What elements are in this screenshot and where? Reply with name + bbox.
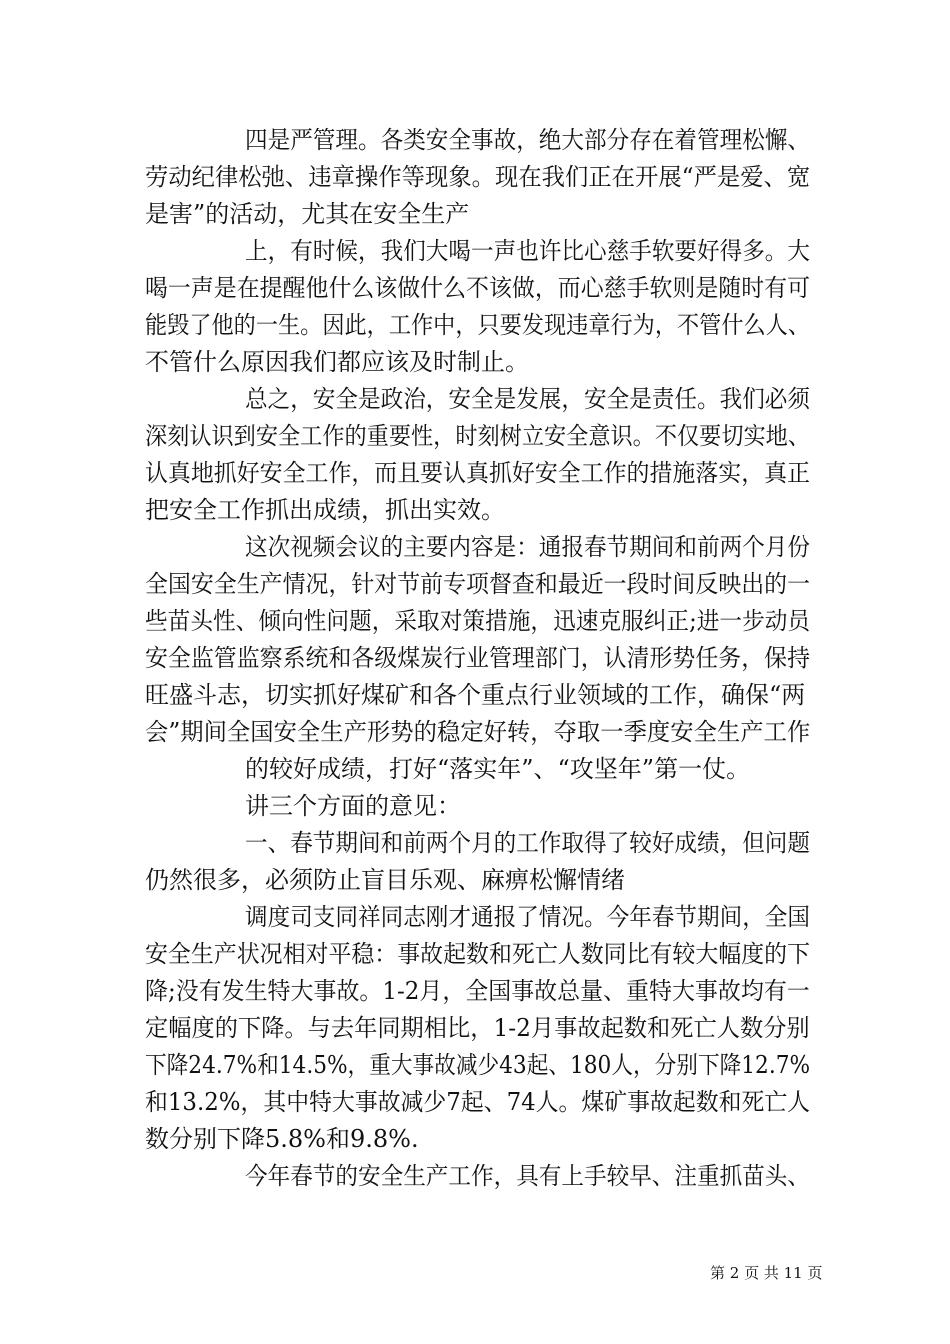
text-line: 今年春节的安全生产工作，具有上手较早、注重抓苗头、 bbox=[245, 1162, 810, 1190]
text-line: 不管什么原因我们都应该及时制止。 bbox=[145, 348, 529, 376]
text-line: 深刻认识到安全工作的重要性，时刻树立安全意识。不仅要切实地、 bbox=[145, 422, 810, 450]
text-line: 些苗头性、倾向性问题，采取对策措施，迅速克服纠正;进一步动员 bbox=[145, 607, 811, 635]
text-line: 和13.2%，其中特大事故减少7起、74人。煤矿事故起数和死亡人 bbox=[145, 1088, 811, 1116]
section-heading: 仍然很多，必须防止盲目乐观、麻痹松懈情绪 bbox=[145, 866, 625, 894]
text-line: 讲三个方面的意见： bbox=[245, 792, 461, 820]
text-line: 的较好成绩，打好“落实年”、“攻坚年”第一仗。 bbox=[245, 755, 751, 783]
text-line: 四是严管理。各类安全事故，绝大部分存在着管理松懈、 bbox=[245, 126, 810, 154]
text-line: 下降24.7%和14.5%，重大事故减少43起、180人，分别下降12.7% bbox=[145, 1051, 811, 1079]
text-line: 降;没有发生特大事故。1-2月，全国事故总量、重特大事故均有一 bbox=[145, 977, 810, 1005]
text-line: 是害”的活动，尤其在安全生产 bbox=[145, 200, 470, 228]
text-line: 调度司支同祥同志刚才通报了情况。今年春节期间，全国 bbox=[245, 903, 810, 931]
text-line: 全国安全生产情况，针对节前专项督查和最近一段时间反映出的一 bbox=[145, 570, 810, 598]
text-line: 认真地抓好安全工作，而且要认真抓好安全工作的措施落实，真正 bbox=[145, 459, 810, 487]
text-line: 上，有时候，我们大喝一声也许比心慈手软要好得多。大 bbox=[245, 237, 810, 265]
text-line: 喝一声是在提醒他什么该做什么不该做，而心慈手软则是随时有可 bbox=[145, 274, 810, 302]
text-line: 数分别下降5.8%和9.8%. bbox=[145, 1125, 419, 1153]
text-line: 总之，安全是政治，安全是发展，安全是责任。我们必须 bbox=[245, 385, 810, 413]
text-line: 旺盛斗志，切实抓好煤矿和各个重点行业领域的工作，确保“两 bbox=[145, 681, 806, 709]
text-line: 把安全工作抓出成绩，抓出实效。 bbox=[145, 496, 505, 524]
text-line: 这次视频会议的主要内容是：通报春节期间和前两个月份 bbox=[245, 533, 810, 561]
text-line: 安全生产状况相对平稳：事故起数和死亡人数同比有较大幅度的下 bbox=[145, 940, 810, 968]
section-heading: 一、春节期间和前两个月的工作取得了较好成绩，但问题 bbox=[245, 829, 810, 857]
text-line: 能毁了他的一生。因此，工作中，只要发现违章行为，不管什么人、 bbox=[145, 311, 810, 339]
page-number: 第 2 页 共 11 页 bbox=[710, 1264, 823, 1282]
text-line: 安全监管监察系统和各级煤炭行业管理部门，认清形势任务，保持 bbox=[145, 644, 810, 672]
text-line: 定幅度的下降。与去年同期相比，1-2月事故起数和死亡人数分别 bbox=[145, 1014, 810, 1042]
text-line: 会”期间全国安全生产形势的稳定好转，夺取一季度安全生产工作 bbox=[145, 718, 811, 746]
text-line: 劳动纪律松弛、违章操作等现象。现在我们正在开展“严是爱、宽 bbox=[145, 163, 811, 191]
